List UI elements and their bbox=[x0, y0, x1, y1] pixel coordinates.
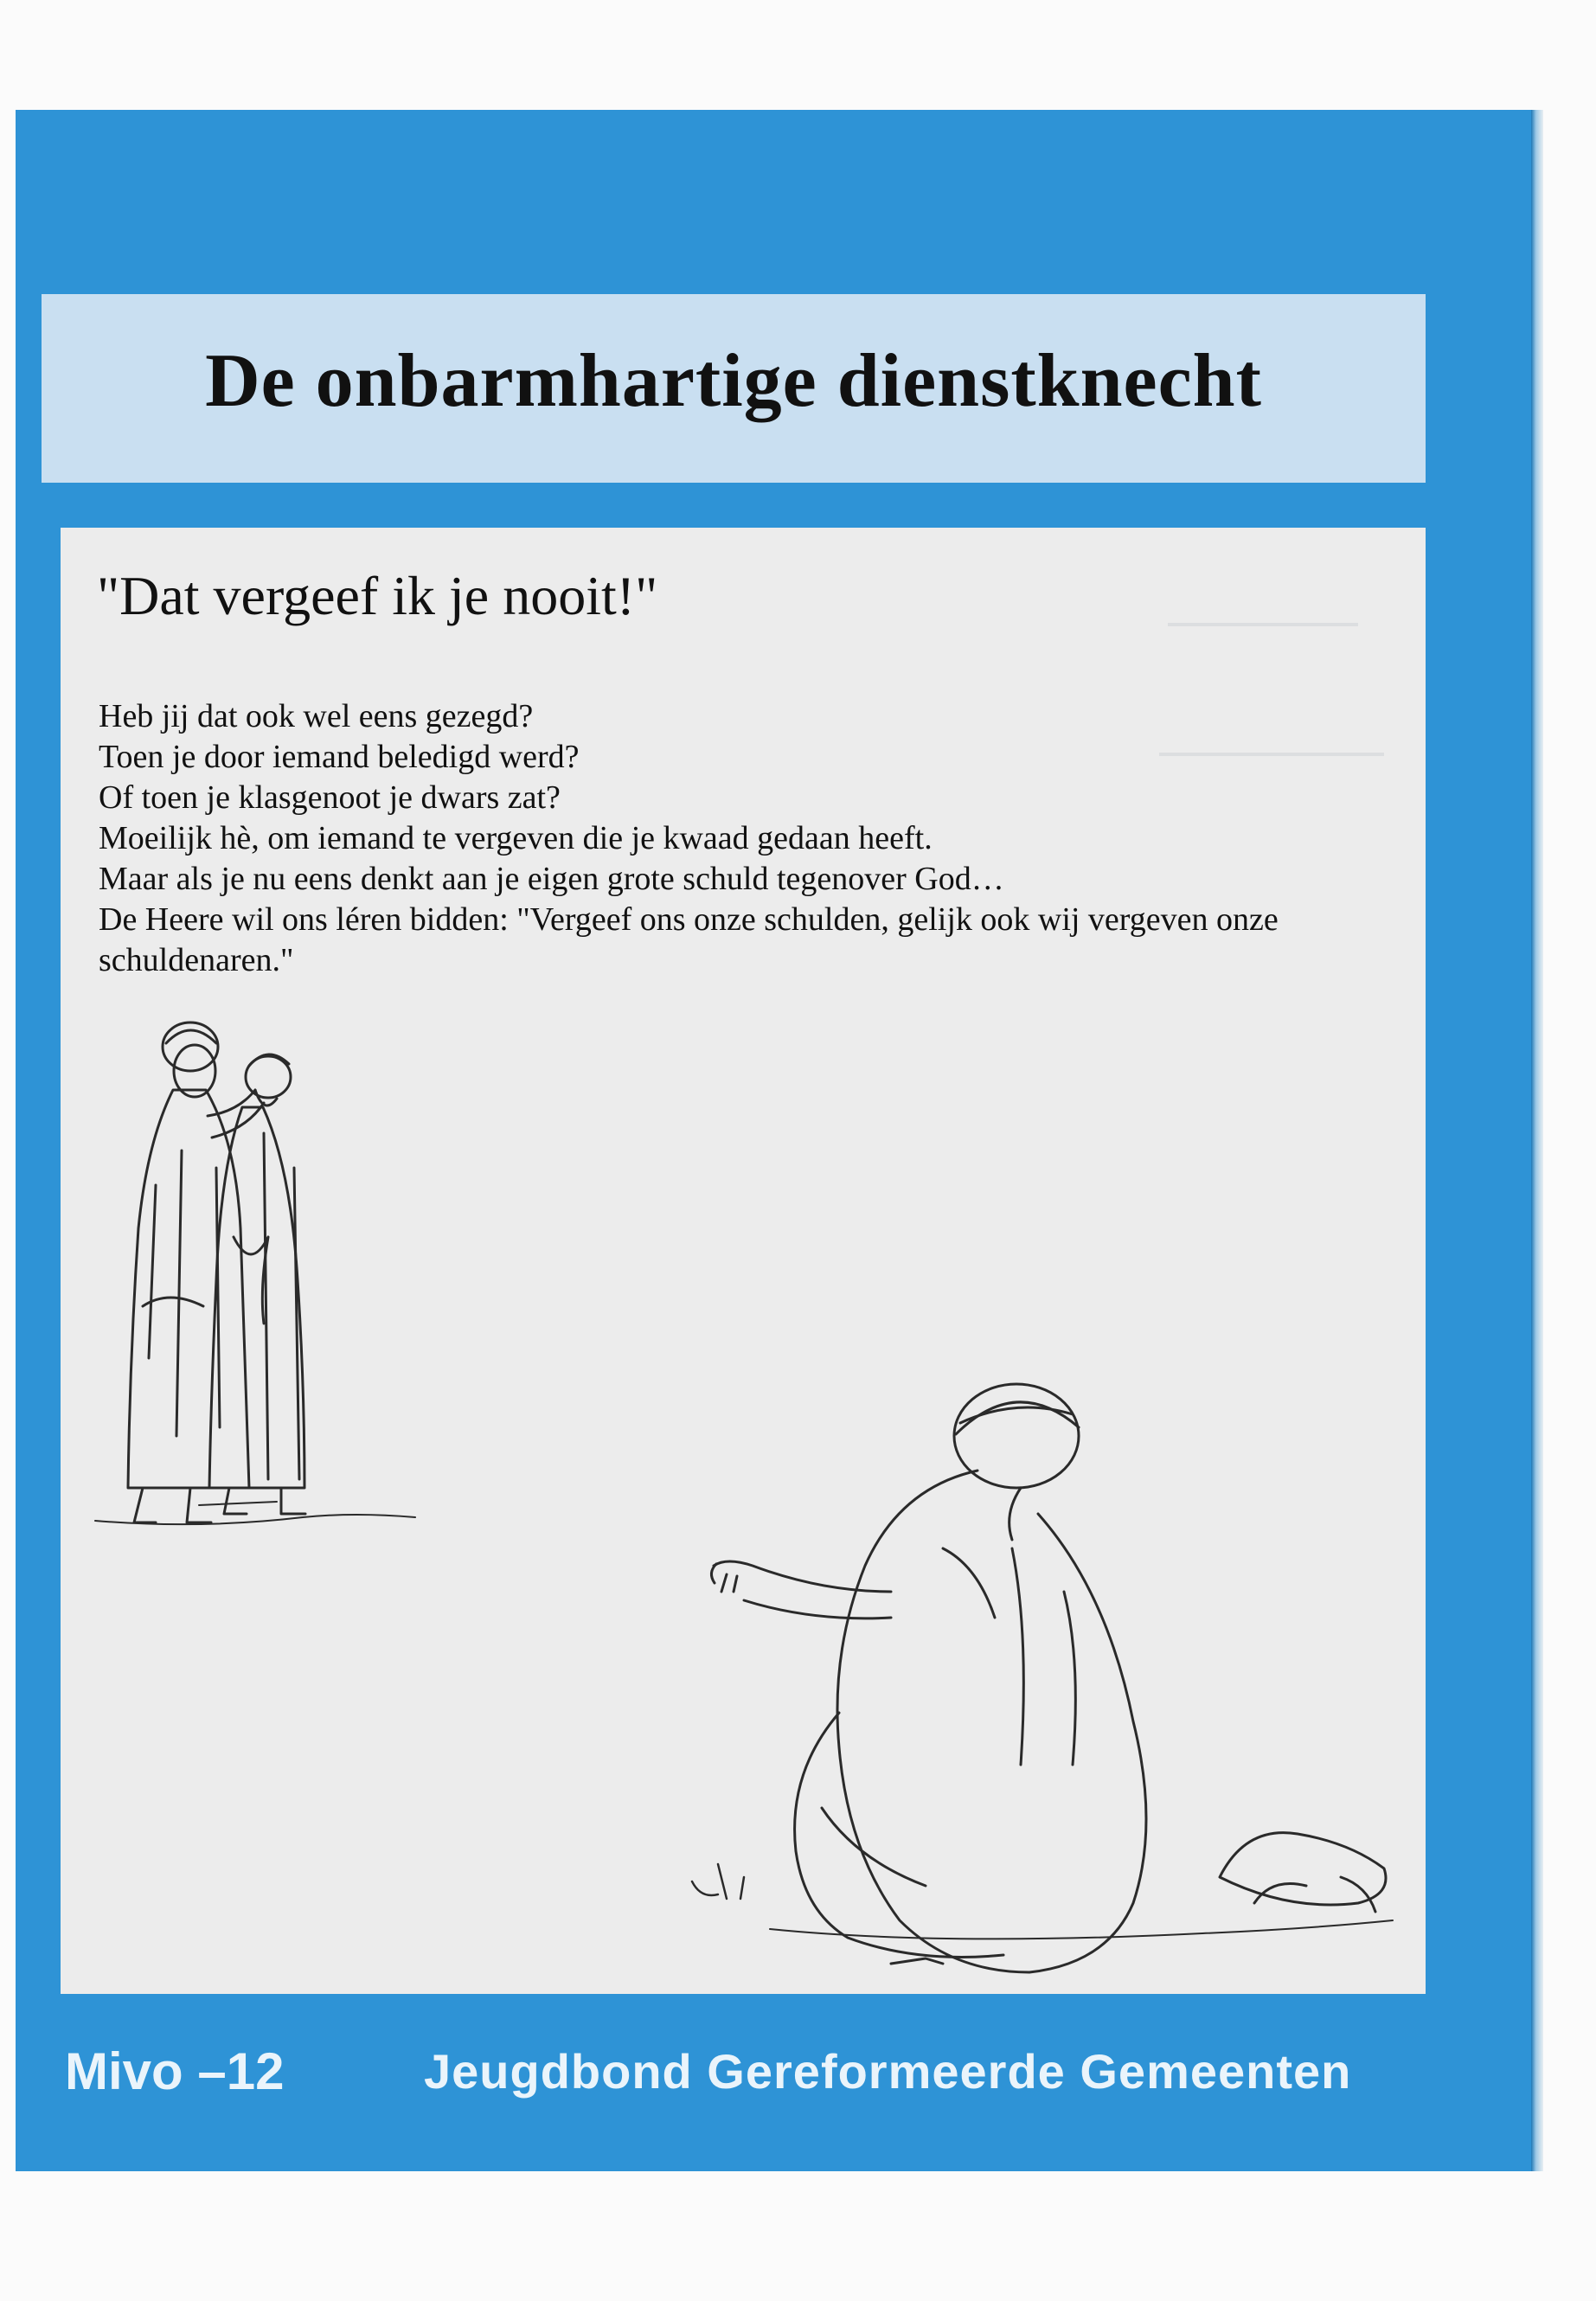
series-label: Mivo –12 bbox=[65, 2042, 285, 2100]
paragraph-line: Maar als je nu eens denkt aan je eigen grote schuld tegenover God… bbox=[99, 861, 1004, 897]
paragraph-line: De Heere wil ons léren bidden: "Vergeef ons onze schulden, gelijk ook wij vergeven onze schuldenaren." bbox=[99, 901, 1279, 978]
cover-edge bbox=[1531, 110, 1543, 2171]
page-title: De onbarmhartige dienstknecht bbox=[205, 339, 1262, 423]
publisher-label: Jeugdbond Gereformeerde Gemeenten bbox=[424, 2044, 1352, 2099]
paragraph-line: Toen je door iemand beledigd werd? bbox=[99, 739, 580, 775]
paragraph-line: Of toen je klasgenoot je dwars zat? bbox=[99, 779, 561, 816]
paragraph-line: Heb jij dat ook wel eens gezegd? bbox=[99, 698, 534, 734]
kneeling-servant-sketch bbox=[692, 1384, 1393, 1972]
title-band bbox=[42, 294, 1426, 483]
quote-heading: "Dat vergeef ik je nooit!" bbox=[97, 565, 658, 626]
two-servants-sketch bbox=[95, 1022, 415, 1524]
paragraph-line: Moeilijk hè, om iemand te vergeven die je kwaad gedaan heeft. bbox=[99, 820, 933, 856]
sketch-servants-icon bbox=[61, 528, 1426, 1994]
content-panel bbox=[61, 528, 1426, 1994]
